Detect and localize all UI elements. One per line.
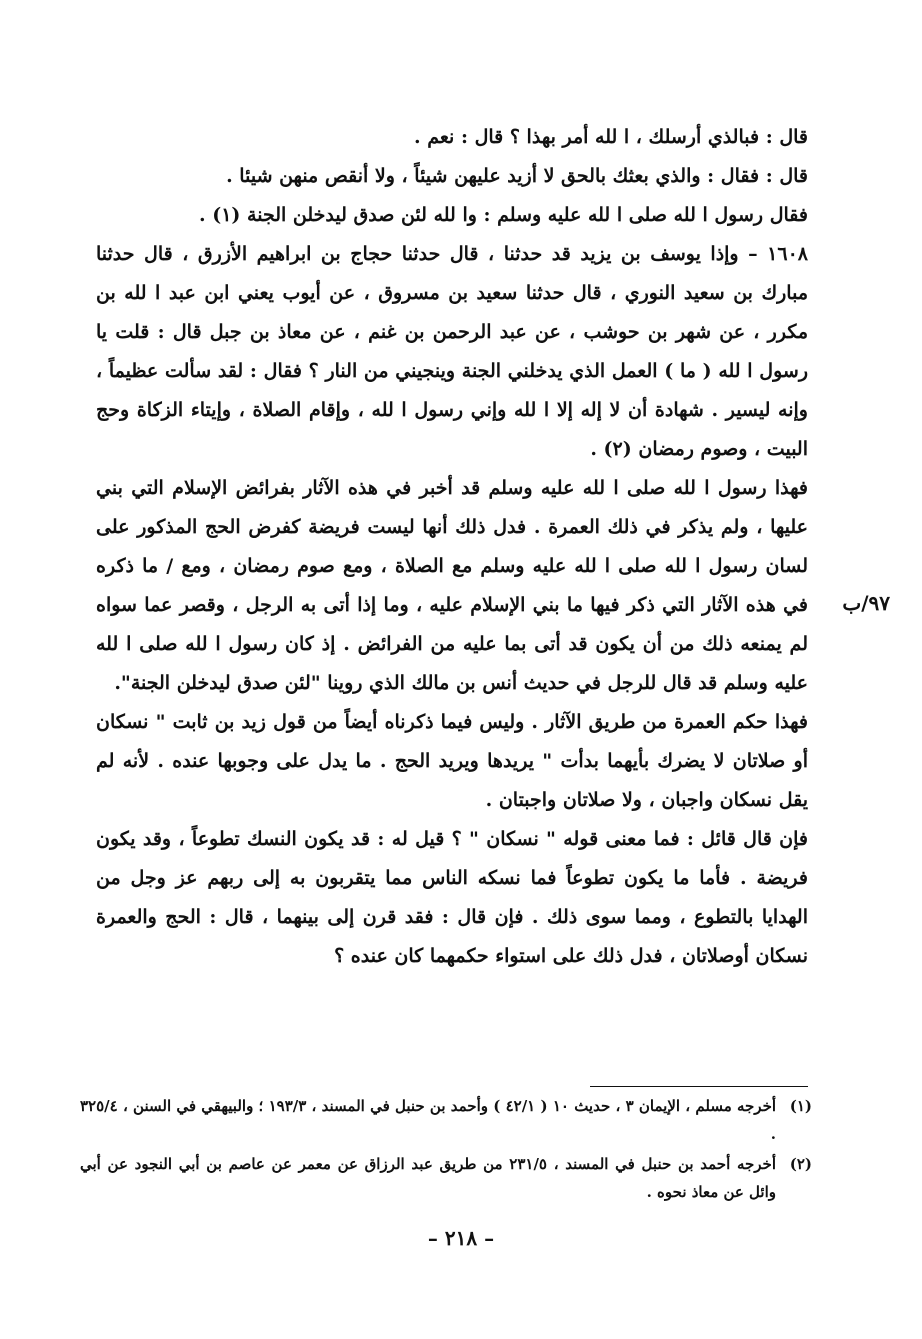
footnote-1 [80,1092,812,1148]
main-text [96,118,808,976]
paragraph-3: فقال رسول ا لله صلى ا لله عليه وسلم : وا لله لئن صدق ليدخلن الجنة (١) . [198,204,808,226]
paragraph-5: فهذا رسول ا لله صلى ا لله عليه وسلم قد أخبر في هذه الآثار بفرائض الإسلام التي بني عليها ، ولم يذكر في ذلك العمرة . فدل ذلك أنها ليست فريضة كفرض الحج المذكور على لسان رسول ا لله صلى ا لله عليه وسلم مع الصلاة ، ومع صوم رمضان ، ومع / ما ذكره في هذه الآثار التي ذكر فيها ما بني الإسلام عليه ، وما إذا أتى به الرجل ، وقصر عما سواه لم يمنعه ذلك من أن يكون قد أتى بما عليه من الفرائض . إذ كان رسول ا لله صلى ا لله عليه وسلم قد قال للرجل في حديث أنس بن مالك الذي روينا "لئن صدق ليدخلن الجنة". [96,477,808,694]
footnote-number: (١) [789,1097,812,1115]
footnote-2 [80,1150,812,1206]
paragraph-2: قال : فقال : والذي بعثك بالحق لا أزيد عليهن شيئاً ، ولا أنقص منهن شيئا . [226,165,808,187]
paragraph-7: فإن قال قائل : فما معنى قوله " نسكان " ؟ قيل له : قد يكون النسك تطوعاً ، وقد يكون فريضة . فأما ما يكون تطوعاً فما نسكه الناس مما يتقربون به إلى ربهم عز وجل من الهدايا بالتطوع ، ومما سوى ذلك . فإن قال : فقد قرن إلى بينهما ، قال : الحج والعمرة نسكان أوصلاتان ، فدل ذلك على استواء حكمهما كان عنده ؟ [96,828,808,967]
paragraph-1: قال : فبالذي أرسلك ، ا لله أمر بهذا ؟ قال : نعم . [414,126,808,148]
footnote-divider [590,1086,808,1087]
footnotes [80,1092,812,1208]
page-number: – ٢١٨ – [427,1226,495,1250]
paragraph-6: فهذا حكم العمرة من طريق الآثار . وليس فيما ذكرناه أيضاً من قول زيد بن ثابت " نسكان أو صلاتان لا يضرك بأيهما بدأت " يريدها ويريد الحج . ما يدل على وجوبها عنده . لأنه لم يقل نسكان واجبان ، ولا صلاتان واجبتان . [96,711,808,811]
hadith-1608-paragraph: ١٦٠٨ – وإذا يوسف بن يزيد قد حدثنا ، قال حدثنا حجاج بن ابراهيم الأزرق ، قال حدثنا مبارك بن سعيد النوري ، قال حدثنا سعيد بن مسروق ، عن أيوب يعني ابن عبد ا لله بن مكرر ، عن شهر بن حوشب ، عن عبد الرحمن بن غنم ، عن معاذ بن جبل قال : قلت يا رسول ا لله ( ما ) العمل الذي يدخلني الجنة وينجيني من النار ؟ فقال : لقد سألت عظيماً ، وإنه ليسير . شهادة أن لا إله إلا ا لله وإني رسول ا لله ، وإقام الصلاة ، وإيتاء الزكاة وحج البيت ، وصوم رمضان (٢) . [96,243,808,460]
footnote-text: أخرجه مسلم ، الإيمان ٣ ، حديث ١٠ ( ٤٢/١ ) وأحمد بن حنبل في المسند ، ١٩٣/٣ ؛ والبيهقي في السنن ، ٣٢٥/٤ . [80,1097,777,1143]
footnote-number: (٢) [789,1155,812,1173]
footnote-text: أخرجه أحمد بن حنبل في المسند ، ٢٣١/٥ من طريق عبد الرزاق عن معمر عن عاصم بن أبي النجود عن أبي وائل عن معاذ نحوه . [80,1155,776,1201]
folio-margin-note: ٩٧/ب [842,591,890,615]
